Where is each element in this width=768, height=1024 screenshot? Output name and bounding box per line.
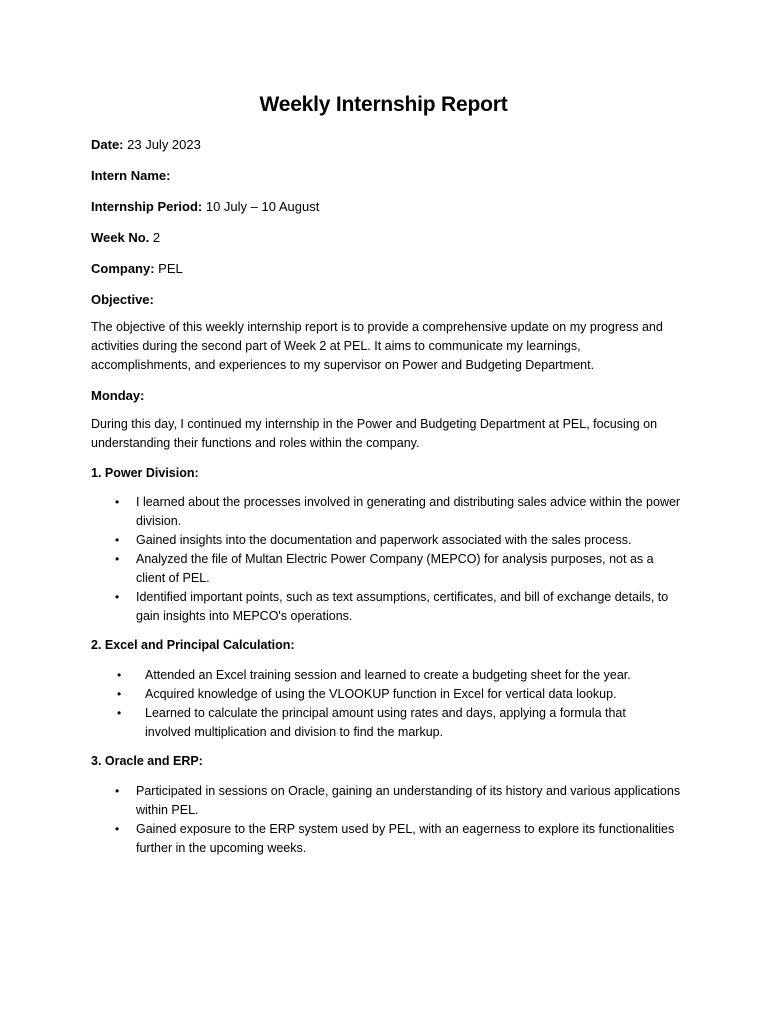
company-label: Company: (91, 261, 155, 276)
monday-heading: Monday: (91, 388, 145, 403)
bullet-icon: • (115, 495, 120, 509)
list-item: • Participated in sessions on Oracle, gaining an understanding of its history and various applications within PEL. (115, 784, 681, 817)
list-item: • Analyzed the file of Multan Electric Power Company (MEPCO) for analysis purposes, not as a client of PEL. (115, 552, 654, 585)
date-value: 23 July 2023 (123, 137, 201, 152)
bullet-icon: • (115, 590, 120, 604)
date-line (91, 135, 201, 154)
list-item: • Acquired knowledge of using the VLOOKUP function in Excel for vertical data lookup. (145, 685, 665, 704)
excel-list (117, 666, 665, 742)
monday-paragraph: During this day, I continued my internship in the Power and Budgeting Department at PEL, focusing on understanding their functions and roles within the company. (91, 417, 658, 450)
internship-period-value: 10 July – 10 August (202, 199, 320, 214)
bullet-icon: • (115, 533, 120, 547)
bullet-icon: • (115, 822, 120, 836)
intern-name-label: Intern Name: (91, 168, 171, 183)
oracle-list (115, 782, 681, 858)
bullet-icon: • (117, 706, 122, 720)
list-item: • I learned about the processes involved in generating and distributing sales advice within the power division. (115, 495, 681, 528)
bullet-icon: • (117, 687, 122, 701)
section-heading-power-division: 1. Power Division: (91, 466, 199, 480)
section-heading-oracle: 3. Oracle and ERP: (91, 754, 203, 768)
company-value: PEL (154, 261, 183, 276)
internship-period-label: Internship Period: (91, 199, 203, 214)
list-item: • Identified important points, such as text assumptions, certificates, and bill of exchange details, to gain insights into MEPCO's operations. (115, 590, 669, 623)
internship-period-line (91, 197, 319, 216)
list-item: • Gained exposure to the ERP system used by PEL, with an eagerness to explore its functionalities further in the upcoming weeks. (115, 822, 675, 855)
power-division-list (115, 493, 681, 626)
week-value: 2 (149, 230, 161, 245)
date-label: Date: (91, 137, 124, 152)
week-label: Week No. (91, 230, 150, 245)
objective-paragraph: The objective of this weekly internship report is to provide a comprehensive update on my progress and activities during the second part of Week 2 at PEL. It aims to communicate my learnings, accomplishments, and experiences to my supervisor on Power and Budgeting Department. (91, 320, 663, 372)
list-item: • Attended an Excel training session and learned to create a budgeting sheet for the year. (145, 666, 665, 685)
objective-heading: Objective: (91, 292, 154, 307)
intern-name-line (91, 166, 170, 185)
company-line (91, 259, 183, 278)
page-title: Weekly Internship Report (259, 93, 508, 116)
section-heading-excel: 2. Excel and Principal Calculation: (91, 638, 295, 652)
bullet-icon: • (115, 784, 120, 798)
list-item: • Learned to calculate the principal amount using rates and days, applying a formula that involved multiplication and division to find the markup. (117, 706, 626, 739)
bullet-icon: • (117, 668, 122, 682)
bullet-icon: • (115, 552, 120, 566)
list-item: • Gained insights into the documentation and paperwork associated with the sales process. (136, 531, 681, 550)
week-line (91, 228, 160, 247)
